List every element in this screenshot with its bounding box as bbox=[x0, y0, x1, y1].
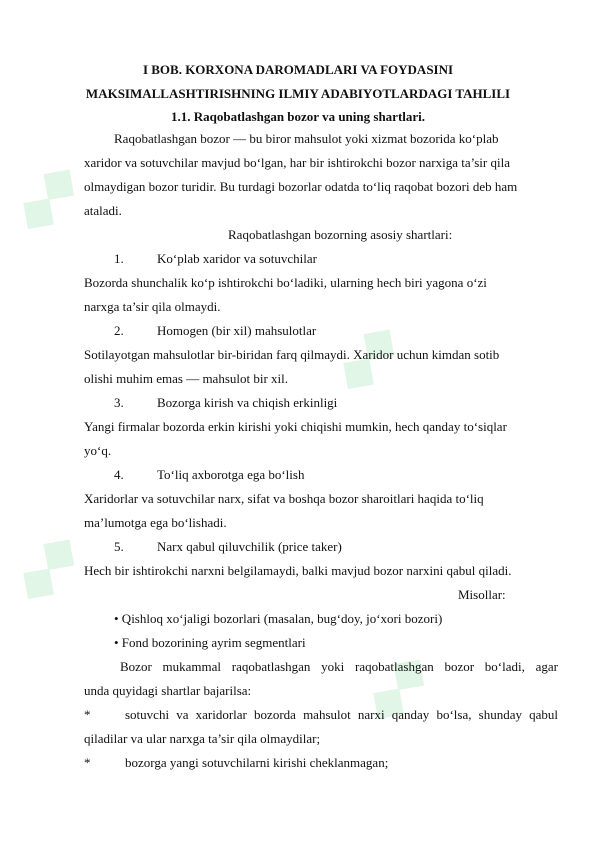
intro-line: xaridor va sotuvchilar mavjud bo‘lgan, har bir ishtirokchi bozor narxiga ta’sir qila bbox=[84, 155, 510, 170]
section-heading: 1.1. Raqobatlashgan bozor va uning shartlari. bbox=[170, 109, 426, 124]
watermark-graphic: ◆◆ bbox=[3, 153, 87, 241]
condition-text: Yangi firmalar bozorda erkin kirishi yoki chiqishi mumkin, hech qanday to‘siqlar bbox=[84, 419, 507, 434]
condition-text: narxga ta’sir qila olmaydi. bbox=[84, 299, 221, 314]
intro-line: Raqobatlashgan bozor — bu biror mahsulot yoki xizmat bozorida ko‘plab bbox=[114, 131, 499, 146]
conditions-heading: Raqobatlashgan bozorning asosiy shartlari: bbox=[228, 227, 453, 242]
watermark-graphic: ◆◆ bbox=[3, 523, 87, 611]
chapter-title-line-1: I BOB. KORXONA DAROMADLARI VA FOYDASINI bbox=[142, 62, 454, 77]
star-bullet: * bbox=[84, 755, 91, 770]
condition-title: To‘liq axborotga ega bo‘lish bbox=[157, 467, 305, 482]
example-item: • Qishloq xo‘jaligi bozorlari (masalan, bug‘doy, jo‘xori bozori) bbox=[114, 611, 443, 626]
chapter-title-line-2: MAKSIMALLASHTIRISHNING ILMIY ADABIYOTLARDAGI TAHLILI bbox=[85, 86, 511, 101]
condition-number: 2. bbox=[114, 323, 124, 338]
condition-title: Ko‘plab xaridor va sotuvchilar bbox=[157, 251, 317, 266]
condition-text: Hech bir ishtirokchi narxni belgilamaydi, balki mavjud bozor narxini qabul qiladi. bbox=[84, 563, 512, 578]
condition-number: 3. bbox=[114, 395, 124, 410]
examples-heading: Misollar: bbox=[458, 587, 506, 602]
condition-text: yo‘q. bbox=[84, 443, 112, 458]
condition-text: Bozorda shunchalik ko‘p ishtirokchi bo‘ladiki, ularning hech biri yagona o‘zi bbox=[84, 275, 487, 290]
condition-text: Sotilayotgan mahsulotlar bir-biridan farq qilmaydi. Xaridor uchun kimdan sotib bbox=[84, 347, 500, 362]
watermark-graphic: ◆◆ bbox=[323, 313, 407, 401]
star-item-continuation: qiladilar va ular narxga ta’sir qila olmaydilar; bbox=[84, 731, 321, 746]
condition-number: 1. bbox=[114, 251, 124, 266]
condition-text: ma’lumotga ega bo‘lishadi. bbox=[84, 515, 227, 530]
example-item: • Fond bozorining ayrim segmentlari bbox=[114, 635, 306, 650]
paragraph-line: unda quyidagi shartlar bajarilsa: bbox=[84, 683, 252, 698]
star-bullet: * bbox=[84, 707, 91, 722]
condition-title: Bozorga kirish va chiqish erkinligi bbox=[157, 395, 338, 410]
condition-number: 5. bbox=[114, 539, 124, 554]
condition-number: 4. bbox=[114, 467, 124, 482]
intro-line: ataladi. bbox=[84, 203, 122, 218]
star-item-text: sotuvchi va xaridorlar bozorda mahsulot narxi qanday bo‘lsa, shunday qabul bbox=[125, 707, 558, 722]
condition-title: Narx qabul qiluvchilik (price taker) bbox=[157, 539, 342, 554]
condition-text: Xaridorlar va sotuvchilar narx, sifat va boshqa bozor sharoitlari haqida to‘liq bbox=[84, 491, 484, 506]
paragraph-line: Bozor mukammal raqobatlashgan yoki raqobatlashgan bozor bo‘ladi, agar bbox=[120, 659, 558, 674]
condition-text: olishi muhim emas — mahsulot bir xil. bbox=[84, 371, 289, 386]
intro-line: olmaydigan bozor turidir. Bu turdagi bozorlar odatda to‘liq raqobat bozori deb ham bbox=[84, 179, 518, 194]
star-item-text: bozorga yangi sotuvchilarni kirishi cheklanmagan; bbox=[125, 755, 389, 770]
watermark-graphic: ◆◆ bbox=[353, 643, 437, 731]
condition-title: Homogen (bir xil) mahsulotlar bbox=[157, 323, 317, 338]
